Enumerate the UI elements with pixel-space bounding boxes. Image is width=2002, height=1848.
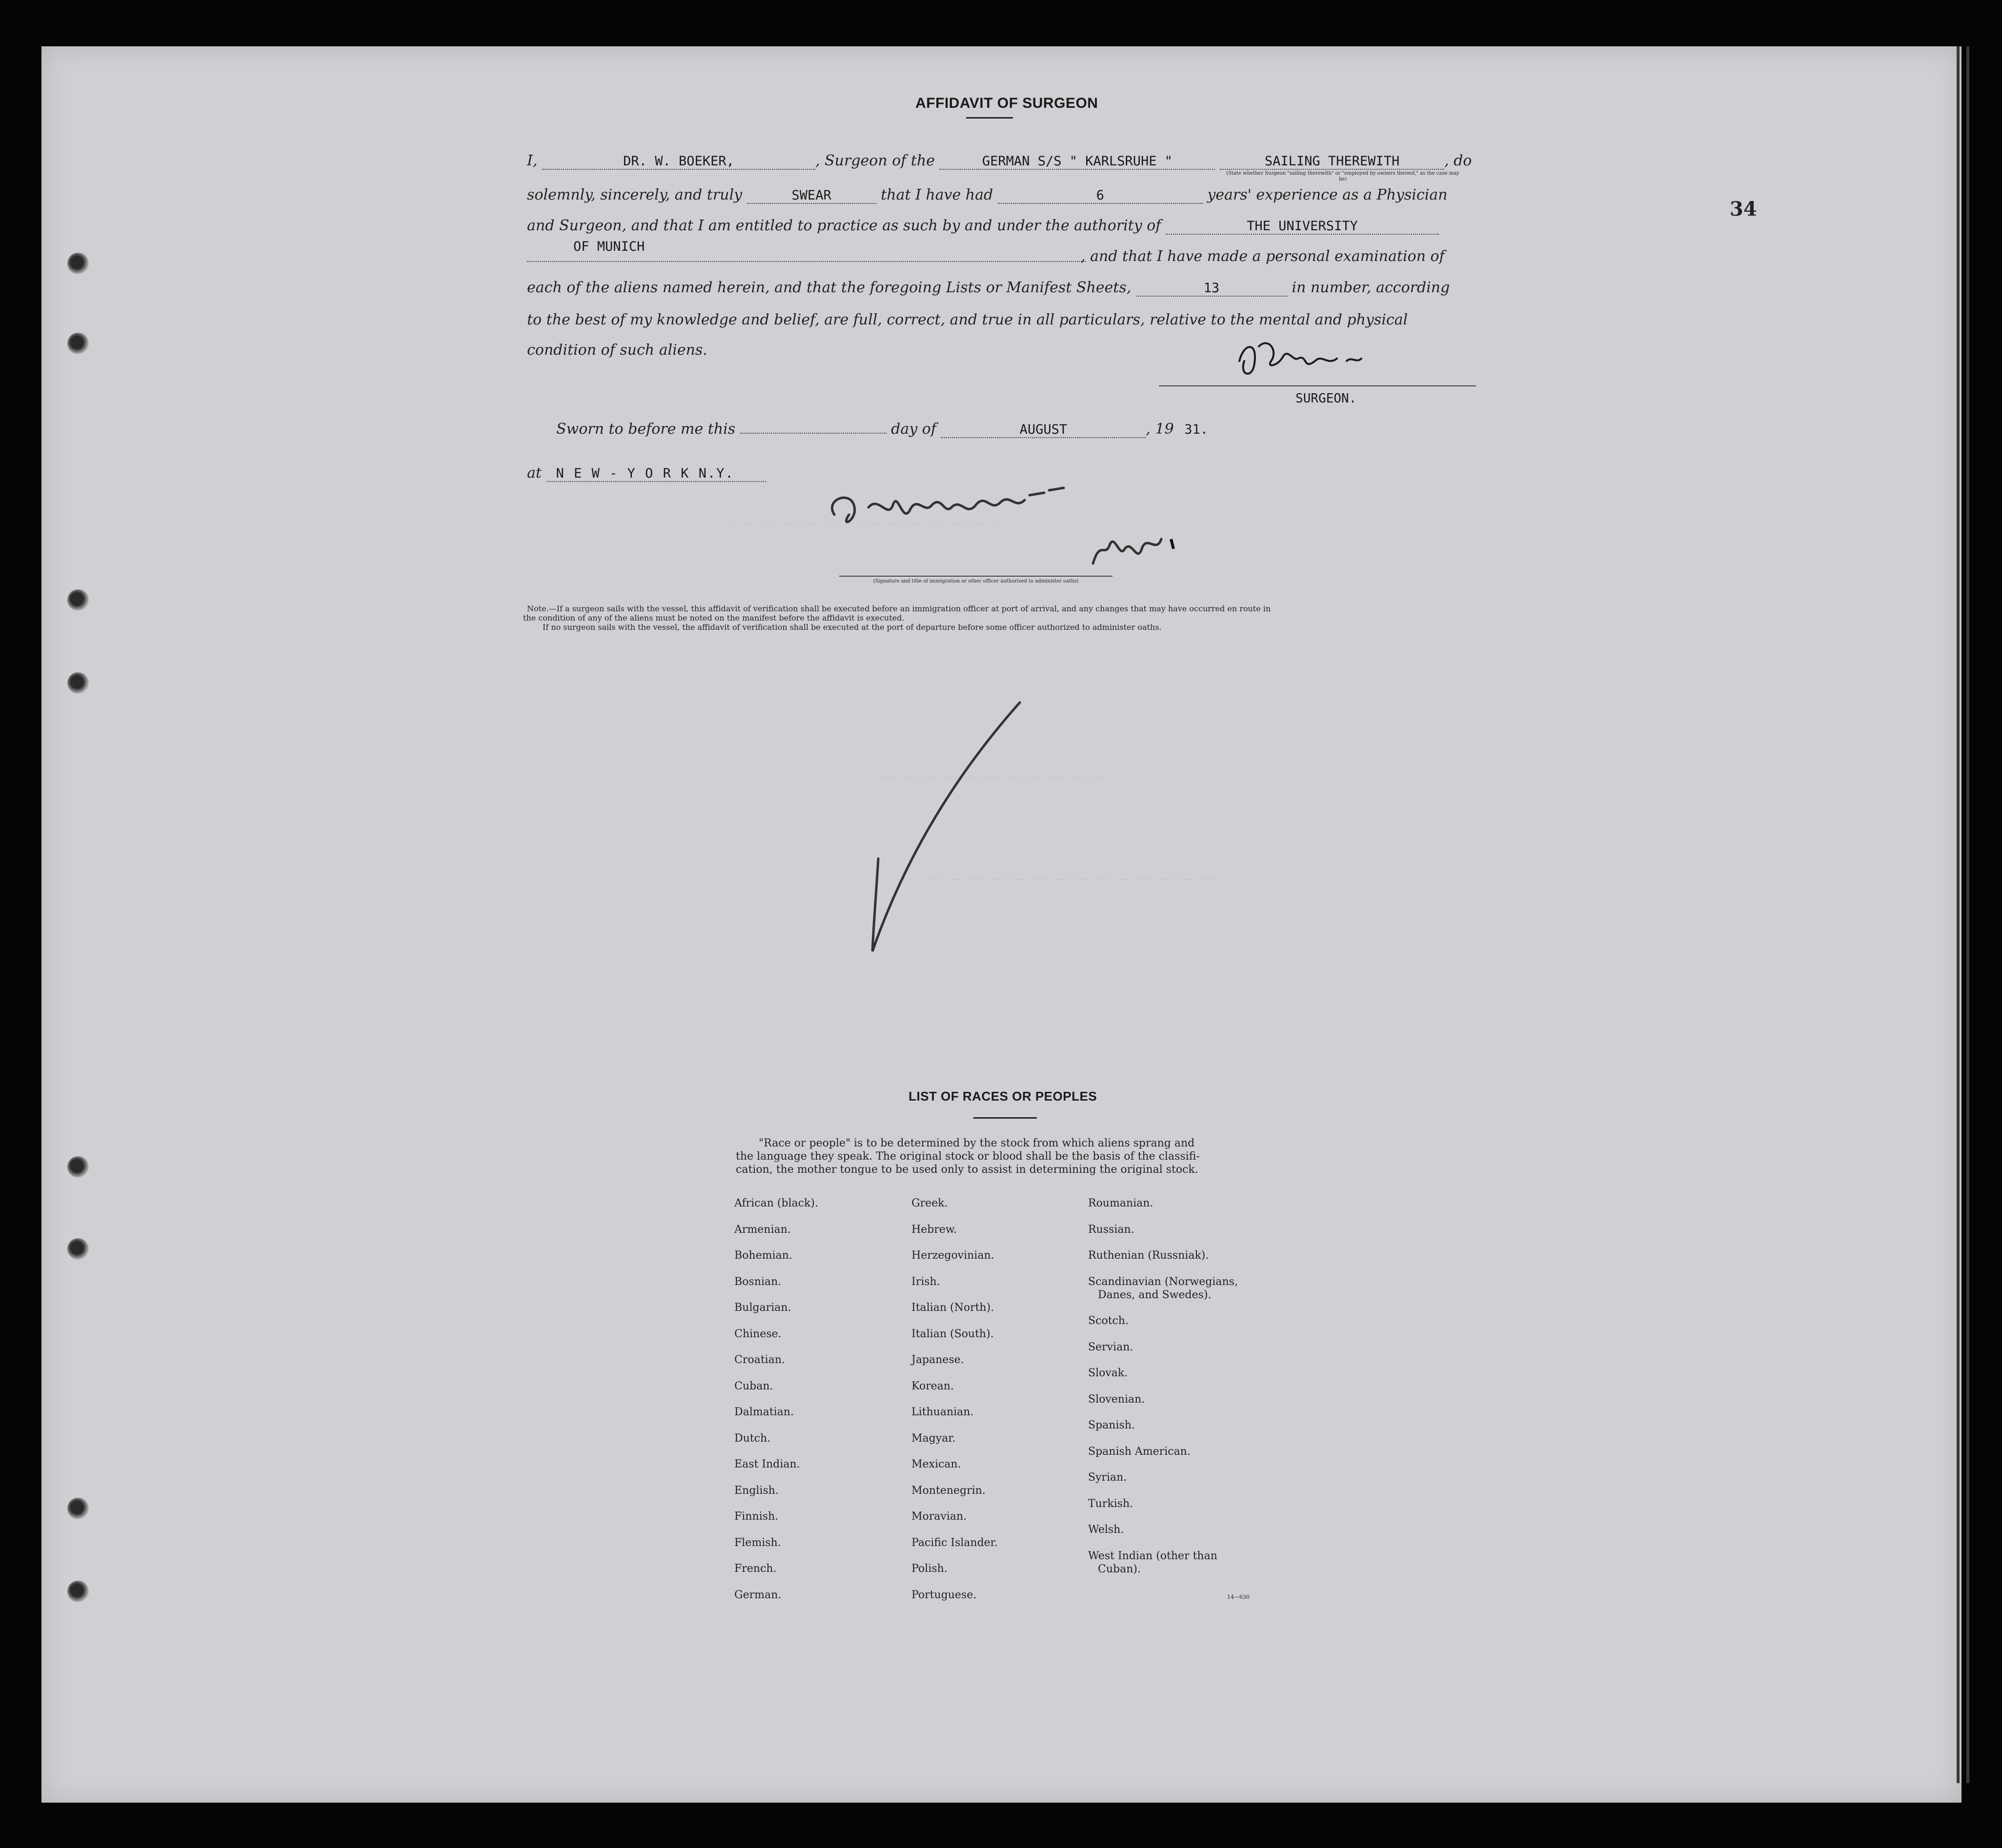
oath-field: SWEAR xyxy=(747,188,876,204)
race-item: Dalmatian. xyxy=(734,1406,794,1418)
vessel-field: GERMAN S/S " KARLSRUHE " xyxy=(939,154,1215,170)
race-item: Korean. xyxy=(911,1380,954,1392)
binder-hole xyxy=(67,1498,89,1519)
surgeon-name-field: DR. W. BOEKER, xyxy=(542,154,815,170)
race-item: Bosnian. xyxy=(734,1276,782,1288)
officer-caption: (Signature and title of immigration or other officer authorized to administer oaths) xyxy=(873,579,1079,584)
affidavit-line-2 xyxy=(527,186,1478,204)
race-item: Mexican. xyxy=(911,1458,961,1470)
affidavit-line-6: to the best of my knowledge and belief, are full, correct, and true in all particulars, relative to the mental and physical xyxy=(527,311,1408,328)
race-item: Welsh. xyxy=(1088,1524,1124,1536)
race-item: Flemish. xyxy=(734,1537,781,1549)
race-item: Italian (North). xyxy=(911,1302,994,1314)
race-item: Syrian. xyxy=(1088,1471,1127,1484)
race-item: Cuban). xyxy=(1098,1563,1141,1575)
race-item: Turkish. xyxy=(1088,1498,1133,1510)
place-field: N E W - Y O R K N.Y. xyxy=(546,466,766,482)
text: in number, according xyxy=(1292,279,1450,296)
race-item: Portuguese. xyxy=(911,1589,977,1601)
race-item: Moravian. xyxy=(911,1510,967,1523)
authority-field-1: THE UNIVERSITY xyxy=(1166,219,1439,235)
binder-hole xyxy=(67,589,89,611)
years-field: 6 xyxy=(998,188,1203,204)
text: each of the aliens named herein, and that the foregoing Lists or Manifest Sheets, xyxy=(527,279,1132,296)
race-item: Italian (South). xyxy=(911,1328,994,1340)
month-field: AUGUST xyxy=(941,422,1146,438)
binder-hole xyxy=(67,1156,89,1178)
race-item: Herzegovinian. xyxy=(911,1249,994,1262)
text: years' experience as a Physician xyxy=(1207,186,1448,203)
races-intro-3: cation, the mother tongue to be used only to assist in determining the original stock. xyxy=(736,1164,1198,1176)
races-intro-1: "Race or people" is to be determined by the stock from which aliens sprang and xyxy=(759,1137,1195,1149)
text: at xyxy=(527,464,542,482)
race-item: Cuban. xyxy=(734,1380,773,1392)
binder-hole xyxy=(67,1238,89,1260)
sheets-field: 13 xyxy=(1136,281,1287,297)
race-item: Hebrew. xyxy=(911,1224,957,1236)
races-title-rule xyxy=(973,1117,1037,1119)
race-item: Danes, and Swedes). xyxy=(1098,1289,1212,1301)
bleed-through: — — — — — — — — — — — — — — — — — — — — — — — xyxy=(927,873,1218,885)
affidavit-line-4 xyxy=(1081,248,1481,265)
race-item: Japanese. xyxy=(911,1354,964,1366)
race-item: English. xyxy=(734,1485,779,1497)
race-item: Lithuanian. xyxy=(911,1406,974,1418)
race-item: West Indian (other than xyxy=(1088,1550,1217,1562)
race-item: Montenegrin. xyxy=(911,1485,986,1497)
form-code: 14—630 xyxy=(1227,1594,1250,1600)
text: solemnly, sincerely, and truly xyxy=(527,186,743,203)
note-line-2: the condition of any of the aliens must be noted on the manifest before the affidavit is executed. xyxy=(523,613,905,623)
text: , and that I have made a personal examination of xyxy=(1081,248,1445,265)
races-intro-2: the language they speak. The original stock or blood shall be the basis of the classifi- xyxy=(736,1150,1200,1163)
race-item: German. xyxy=(734,1589,782,1601)
race-item: African (black). xyxy=(734,1197,818,1209)
text: , Surgeon of the xyxy=(815,152,935,169)
place-line xyxy=(527,464,820,482)
race-item: Pacific Islander. xyxy=(911,1537,998,1549)
status-note: (State whether Surgeon "sailing therewith" or "employed by owners thereof," as the case may be) xyxy=(1226,171,1459,182)
race-item: French. xyxy=(734,1563,777,1575)
sworn-line xyxy=(556,421,1288,438)
bleed-through: — — — — — — — — — — — — — — — — — — — — — xyxy=(732,517,997,529)
officer-signature-line xyxy=(839,576,1112,577)
authority-rule xyxy=(527,261,1086,262)
race-item: Slovak. xyxy=(1088,1367,1128,1379)
binder-hole xyxy=(67,1581,89,1602)
race-item: Croatian. xyxy=(734,1354,785,1366)
race-item: Spanish. xyxy=(1088,1419,1135,1431)
text: Sworn to before me this xyxy=(556,421,736,438)
race-item: Polish. xyxy=(911,1563,948,1575)
affidavit-line-3 xyxy=(527,217,1478,235)
title-rule xyxy=(966,117,1013,119)
page-number: 34 xyxy=(1730,198,1757,221)
check-mark xyxy=(859,693,1034,966)
race-item: Roumanian. xyxy=(1088,1197,1153,1209)
surgeon-label: SURGEON. xyxy=(1295,391,1357,406)
race-item: Scotch. xyxy=(1088,1315,1129,1327)
race-item: Spanish American. xyxy=(1088,1446,1191,1458)
race-item: Russian. xyxy=(1088,1224,1134,1236)
race-item: Bulgarian. xyxy=(734,1302,791,1314)
race-item: Irish. xyxy=(911,1276,940,1288)
page-edge xyxy=(1957,46,1960,1783)
race-item: Magyar. xyxy=(911,1432,956,1445)
race-item: Ruthenian (Russniak). xyxy=(1088,1249,1209,1262)
officer-signature xyxy=(820,481,1220,588)
binder-hole xyxy=(67,333,89,354)
races-title: LIST OF RACES OR PEOPLES xyxy=(909,1089,1097,1104)
text: , do xyxy=(1444,152,1472,169)
affidavit-line-5 xyxy=(527,279,1478,297)
affidavit-line-7: condition of such aliens. xyxy=(527,341,708,359)
binder-hole xyxy=(67,253,89,274)
note-line-1: Note.—If a surgeon sails with the vessel, this affidavit of verification shall be executed before an immigration officer at port of arrival, and any changes that may have occurred en route in xyxy=(527,604,1271,613)
page-edge xyxy=(1966,46,1969,1783)
day-field xyxy=(740,433,887,434)
binder-hole xyxy=(67,672,89,694)
race-item: Servian. xyxy=(1088,1341,1133,1353)
race-item: Slovenian. xyxy=(1088,1393,1145,1406)
year-field: 31. xyxy=(1184,422,1208,437)
race-item: Chinese. xyxy=(734,1328,782,1340)
race-item: East Indian. xyxy=(734,1458,800,1470)
affidavit-title: AFFIDAVIT OF SURGEON xyxy=(915,95,1098,111)
race-item: Scandinavian (Norwegians, xyxy=(1088,1276,1238,1288)
race-item: Armenian. xyxy=(734,1224,791,1236)
affidavit-line-1 xyxy=(527,152,1478,170)
authority-field-2: OF MUNICH xyxy=(573,239,645,254)
surgeon-signature xyxy=(1225,332,1410,385)
text: day of xyxy=(891,421,936,438)
signature-line xyxy=(1159,385,1476,386)
text: , 19 xyxy=(1146,421,1174,438)
race-item: Dutch. xyxy=(734,1432,771,1445)
text: that I have had xyxy=(881,186,993,203)
race-item: Greek. xyxy=(911,1197,948,1209)
race-item: Bohemian. xyxy=(734,1249,792,1262)
text: and Surgeon, and that I am entitled to practice as such by and under the authority of xyxy=(527,217,1161,234)
surgeon-status-field: SAILING THEREWITH xyxy=(1220,154,1444,170)
bleed-through: — — — — — — — — — — — — — — — — — — xyxy=(878,771,1105,783)
note-line-3: If no surgeon sails with the vessel, the affidavit of verification shall be executed at the port of departure before some officer authorized to administer oaths. xyxy=(543,623,1162,632)
race-item: Finnish. xyxy=(734,1510,779,1523)
text: I, xyxy=(527,152,538,169)
